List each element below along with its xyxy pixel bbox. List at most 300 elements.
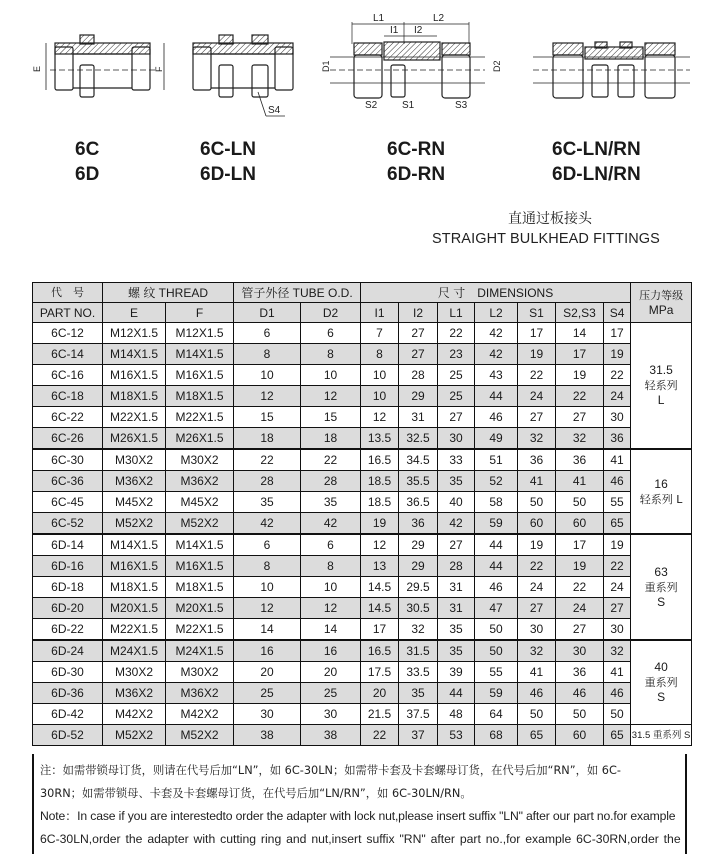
table-row	[33, 534, 692, 556]
cell-part-no: 6D-16	[33, 556, 103, 577]
cell-dim-i2: 33.5	[399, 662, 438, 683]
cell-thread-f: M42X2	[166, 704, 234, 725]
cell-dim-l2: 64	[475, 704, 518, 725]
cell-dim-s2s3: 27	[556, 407, 604, 428]
header-col-i2: I2	[399, 303, 438, 323]
model-code: 6C	[75, 139, 100, 160]
header-col-e: E	[103, 303, 166, 323]
cell-dim-i1: 14.5	[361, 577, 399, 598]
cell-dim-l2: 42	[475, 344, 518, 365]
header-thread: 螺 纹 THREAD	[103, 283, 234, 303]
cell-thread-e: M36X2	[103, 471, 166, 492]
cell-dim-s4: 24	[604, 577, 631, 598]
cell-thread-e: M42X2	[103, 704, 166, 725]
cell-dim-s2s3: 50	[556, 704, 604, 725]
cell-thread-e: M16X1.5	[103, 556, 166, 577]
table-row	[33, 619, 692, 641]
cell-dim-s2s3: 17	[556, 344, 604, 365]
pressure-value: 40	[654, 660, 668, 674]
cell-tube-d2: 38	[301, 725, 361, 746]
label-l2: L2	[433, 13, 445, 24]
cell-thread-f: M16X1.5	[166, 365, 234, 386]
label-s1: S1	[402, 100, 415, 111]
cell-dim-l2: 44	[475, 534, 518, 556]
model-6c	[75, 137, 99, 187]
table-body	[33, 323, 692, 746]
cell-part-no: 6C-36	[33, 471, 103, 492]
cell-dim-l1: 27	[438, 407, 475, 428]
cell-thread-e: M26X1.5	[103, 428, 166, 450]
cell-dim-s1: 36	[518, 449, 556, 471]
cell-dim-i1: 7	[361, 323, 399, 344]
table-row	[33, 449, 692, 471]
model-6c-ln-rn	[552, 137, 641, 187]
cell-thread-e: M45X2	[103, 492, 166, 513]
cell-dim-s1: 32	[518, 640, 556, 662]
drawing-6c-ln-rn	[533, 42, 690, 98]
cell-dim-s2s3: 60	[556, 725, 604, 746]
cell-part-no: 6C-14	[33, 344, 103, 365]
cell-tube-d2: 6	[301, 323, 361, 344]
cell-dim-l2: 46	[475, 407, 518, 428]
cell-thread-f: M26X1.5	[166, 428, 234, 450]
cell-thread-e: M52X2	[103, 725, 166, 746]
title-english: STRAIGHT BULKHEAD FITTINGS	[432, 231, 660, 247]
label-i1: I1	[390, 25, 399, 36]
cell-tube-d1: 10	[234, 577, 301, 598]
cell-tube-d1: 42	[234, 513, 301, 535]
cell-tube-d2: 12	[301, 386, 361, 407]
cell-dim-l1: 25	[438, 365, 475, 386]
header-col-d1: D1	[234, 303, 301, 323]
cell-thread-e: M24X1.5	[103, 640, 166, 662]
pressure-value: 63	[654, 564, 668, 579]
cell-dim-s4: 19	[604, 344, 631, 365]
cell-dim-i1: 13.5	[361, 428, 399, 450]
cell-thread-e: M18X1.5	[103, 386, 166, 407]
cell-tube-d2: 10	[301, 577, 361, 598]
cell-dim-s2s3: 32	[556, 428, 604, 450]
spec-table	[32, 282, 691, 746]
cell-dim-s4: 41	[604, 662, 631, 683]
cell-dim-l1: 28	[438, 556, 475, 577]
pressure-code: L	[657, 393, 665, 407]
cell-tube-d2: 28	[301, 471, 361, 492]
cell-dim-i2: 35.5	[399, 471, 438, 492]
table-row	[33, 725, 692, 746]
model-code: 6C-RN	[387, 139, 446, 160]
pressure-rating	[631, 640, 692, 725]
cell-tube-d2: 10	[301, 365, 361, 386]
cell-thread-e: M12X1.5	[103, 323, 166, 344]
drawing-6c-rn	[330, 22, 485, 98]
cell-dim-l1: 25	[438, 386, 475, 407]
cell-dim-s1: 30	[518, 619, 556, 641]
cell-part-no: 6C-52	[33, 513, 103, 535]
cell-dim-l2: 55	[475, 662, 518, 683]
cell-dim-s4: 22	[604, 365, 631, 386]
cell-dim-i2: 27	[399, 323, 438, 344]
cell-dim-i1: 10	[361, 386, 399, 407]
label-d2: D2	[492, 60, 502, 72]
table-row	[33, 513, 692, 535]
pressure-code: S	[657, 690, 666, 704]
cell-dim-s2s3: 27	[556, 619, 604, 641]
cell-part-no: 6D-24	[33, 640, 103, 662]
cell-dim-i1: 8	[361, 344, 399, 365]
table-row	[33, 386, 692, 407]
cell-dim-s1: 41	[518, 471, 556, 492]
label-s3: S3	[455, 100, 468, 111]
cell-dim-l2: 42	[475, 323, 518, 344]
cell-tube-d1: 20	[234, 662, 301, 683]
cell-dim-i2: 37.5	[399, 704, 438, 725]
cell-dim-s2s3: 46	[556, 683, 604, 704]
note-en-line-1: Note：In case if you are interestedto order the adapter with lock nut,please insert suffix "LN" after our part no.for example	[40, 809, 676, 823]
pressure-series: 轻系列	[644, 379, 678, 392]
cell-dim-s1: 46	[518, 683, 556, 704]
cell-dim-l1: 40	[438, 492, 475, 513]
cell-dim-s1: 50	[518, 492, 556, 513]
cell-tube-d1: 22	[234, 449, 301, 471]
header-col-s1: S1	[518, 303, 556, 323]
cell-dim-l1: 44	[438, 683, 475, 704]
cell-thread-e: M30X2	[103, 449, 166, 471]
header-row-2	[33, 303, 692, 323]
cell-dim-s2s3: 19	[556, 556, 604, 577]
cell-dim-s4: 41	[604, 449, 631, 471]
header-col-i1: I1	[361, 303, 399, 323]
cell-dim-s4: 50	[604, 704, 631, 725]
cell-tube-d1: 15	[234, 407, 301, 428]
header-pressure	[631, 283, 692, 323]
cell-dim-i1: 21.5	[361, 704, 399, 725]
cell-thread-f: M52X2	[166, 513, 234, 535]
cell-part-no: 6D-30	[33, 662, 103, 683]
cell-thread-f: M18X1.5	[166, 577, 234, 598]
header-col-s4: S4	[604, 303, 631, 323]
cell-part-no: 6D-42	[33, 704, 103, 725]
cell-dim-s1: 24	[518, 386, 556, 407]
header-col-s2s3: S2,S3	[556, 303, 604, 323]
cell-dim-s2s3: 41	[556, 471, 604, 492]
cell-part-no: 6D-22	[33, 619, 103, 641]
cell-dim-s4: 30	[604, 619, 631, 641]
cell-dim-i1: 18.5	[361, 471, 399, 492]
cell-part-no: 6D-52	[33, 725, 103, 746]
cell-tube-d1: 6	[234, 534, 301, 556]
cell-dim-s2s3: 19	[556, 365, 604, 386]
cell-dim-l2: 59	[475, 683, 518, 704]
cell-dim-i2: 29	[399, 386, 438, 407]
cell-tube-d2: 42	[301, 513, 361, 535]
cell-dim-i2: 27	[399, 344, 438, 365]
drawing-6c-ln	[193, 35, 293, 116]
cell-dim-i1: 16.5	[361, 449, 399, 471]
model-6c-ln	[200, 137, 256, 187]
header-dimensions: 尺 寸 DIMENSIONS	[361, 283, 631, 303]
cell-dim-s4: 22	[604, 556, 631, 577]
cell-dim-l2: 50	[475, 640, 518, 662]
cell-thread-e: M14X1.5	[103, 534, 166, 556]
cell-dim-i2: 37	[399, 725, 438, 746]
cell-dim-l1: 42	[438, 513, 475, 535]
cell-tube-d1: 16	[234, 640, 301, 662]
cell-dim-i2: 31	[399, 407, 438, 428]
cell-tube-d1: 12	[234, 386, 301, 407]
cell-dim-i1: 14.5	[361, 598, 399, 619]
cell-dim-l2: 68	[475, 725, 518, 746]
cell-dim-s2s3: 36	[556, 449, 604, 471]
cell-thread-f: M30X2	[166, 662, 234, 683]
cell-dim-s4: 17	[604, 323, 631, 344]
cell-dim-i2: 28	[399, 365, 438, 386]
cell-dim-l2: 49	[475, 428, 518, 450]
cell-thread-f: M24X1.5	[166, 640, 234, 662]
cell-dim-s1: 22	[518, 365, 556, 386]
cell-part-no: 6C-45	[33, 492, 103, 513]
header-tube: 管子外径 TUBE O.D.	[234, 283, 361, 303]
table-row	[33, 640, 692, 662]
cell-dim-l2: 44	[475, 386, 518, 407]
cell-dim-l2: 46	[475, 577, 518, 598]
cell-dim-l2: 44	[475, 556, 518, 577]
cell-tube-d1: 30	[234, 704, 301, 725]
cell-part-no: 6C-18	[33, 386, 103, 407]
cell-dim-i1: 13	[361, 556, 399, 577]
table-row	[33, 577, 692, 598]
cell-thread-f: M52X2	[166, 725, 234, 746]
model-code: 6C-LN	[200, 139, 256, 160]
cell-dim-i2: 32.5	[399, 428, 438, 450]
cell-dim-i2: 31.5	[399, 640, 438, 662]
cell-dim-l1: 53	[438, 725, 475, 746]
cell-thread-e: M36X2	[103, 683, 166, 704]
table-row	[33, 556, 692, 577]
header-pressure-cn: 压力等级	[639, 288, 684, 302]
fitting-drawings	[0, 0, 707, 125]
cell-dim-s2s3: 30	[556, 640, 604, 662]
cell-dim-s1: 22	[518, 556, 556, 577]
label-i2: I2	[414, 25, 423, 36]
cell-dim-i1: 17.5	[361, 662, 399, 683]
cell-dim-s1: 17	[518, 323, 556, 344]
cell-dim-i1: 10	[361, 365, 399, 386]
cell-thread-e: M14X1.5	[103, 344, 166, 365]
note-cn-line-2: 30RN；如需带锁母、卡套及卡套螺母订货，在代号后加“LN/RN”，如 6C-30LN/RN。	[40, 786, 472, 800]
cell-dim-i1: 18.5	[361, 492, 399, 513]
cell-dim-l1: 39	[438, 662, 475, 683]
cell-tube-d2: 6	[301, 534, 361, 556]
table-row	[33, 492, 692, 513]
cell-dim-s4: 19	[604, 534, 631, 556]
table-row	[33, 598, 692, 619]
header-col-f: F	[166, 303, 234, 323]
model-6c-rn	[387, 137, 445, 187]
cell-dim-s1: 50	[518, 704, 556, 725]
cell-dim-s2s3: 14	[556, 323, 604, 344]
cell-dim-i1: 22	[361, 725, 399, 746]
pressure-rating	[631, 323, 692, 450]
cell-part-no: 6C-22	[33, 407, 103, 428]
cell-dim-l2: 52	[475, 471, 518, 492]
label-d1: D1	[321, 60, 331, 72]
cell-tube-d2: 14	[301, 619, 361, 641]
pressure-rating	[631, 534, 692, 640]
cell-dim-i2: 29.5	[399, 577, 438, 598]
cell-tube-d1: 14	[234, 619, 301, 641]
cell-tube-d1: 38	[234, 725, 301, 746]
cell-dim-s1: 41	[518, 662, 556, 683]
cell-tube-d1: 10	[234, 365, 301, 386]
cell-tube-d2: 18	[301, 428, 361, 450]
pressure-value: 31.5	[649, 363, 673, 377]
cell-dim-s4: 55	[604, 492, 631, 513]
cell-thread-f: M14X1.5	[166, 534, 234, 556]
model-code: 6D-LN/RN	[552, 164, 641, 185]
cell-dim-s2s3: 24	[556, 598, 604, 619]
note-cn-line-1: 注：如需带锁母订货，则请在代号后加“LN”，如 6C-30LN；如需带卡套及卡套螺母订货，在代号后加“RN”，如 6C-	[40, 764, 621, 777]
cell-tube-d1: 25	[234, 683, 301, 704]
cell-dim-s1: 27	[518, 407, 556, 428]
cell-dim-l2: 50	[475, 619, 518, 641]
cell-tube-d2: 8	[301, 344, 361, 365]
cell-dim-l1: 22	[438, 323, 475, 344]
cell-dim-i1: 17	[361, 619, 399, 641]
cell-dim-i2: 30.5	[399, 598, 438, 619]
cell-thread-e: M18X1.5	[103, 577, 166, 598]
cell-tube-d1: 18	[234, 428, 301, 450]
header-col-d2: D2	[301, 303, 361, 323]
cell-dim-s2s3: 17	[556, 534, 604, 556]
cell-dim-i1: 12	[361, 407, 399, 428]
model-code: 6C-LN/RN	[552, 139, 641, 160]
cell-part-no: 6C-26	[33, 428, 103, 450]
cell-thread-e: M16X1.5	[103, 365, 166, 386]
cell-dim-i1: 16.5	[361, 640, 399, 662]
cell-thread-e: M20X1.5	[103, 598, 166, 619]
cell-dim-s1: 19	[518, 344, 556, 365]
label-l1: L1	[373, 13, 385, 24]
pressure-value: 16	[654, 476, 668, 491]
header-row-1	[33, 283, 692, 303]
cell-dim-s1: 24	[518, 577, 556, 598]
note-en-line-2: 6C-30LN,order the adapter with cutting ring and nut,insert suffix "RN" after part no.,for example 6C-30RN,order the	[40, 831, 681, 846]
cell-dim-s4: 46	[604, 683, 631, 704]
cell-dim-i2: 36	[399, 513, 438, 535]
cell-dim-l1: 31	[438, 598, 475, 619]
cell-tube-d2: 16	[301, 640, 361, 662]
table-row	[33, 407, 692, 428]
cell-tube-d2: 15	[301, 407, 361, 428]
header-part-en: PART NO.	[33, 303, 103, 323]
header-col-l1: L1	[438, 303, 475, 323]
cell-dim-s4: 27	[604, 598, 631, 619]
cell-dim-i2: 29	[399, 534, 438, 556]
cell-dim-l2: 43	[475, 365, 518, 386]
cell-thread-f: M30X2	[166, 449, 234, 471]
cell-tube-d1: 28	[234, 471, 301, 492]
cell-dim-l1: 30	[438, 428, 475, 450]
table-row	[33, 365, 692, 386]
cell-thread-f: M12X1.5	[166, 323, 234, 344]
cell-part-no: 6D-36	[33, 683, 103, 704]
cell-part-no: 6D-20	[33, 598, 103, 619]
cell-thread-f: M36X2	[166, 471, 234, 492]
cell-dim-i2: 29	[399, 556, 438, 577]
table-row	[33, 662, 692, 683]
pressure-code: S	[657, 594, 666, 609]
cell-thread-e: M22X1.5	[103, 407, 166, 428]
drawing-6c	[46, 35, 164, 97]
cell-dim-i1: 12	[361, 534, 399, 556]
cell-tube-d1: 8	[234, 556, 301, 577]
cell-tube-d1: 8	[234, 344, 301, 365]
cell-dim-s2s3: 22	[556, 577, 604, 598]
cell-dim-s1: 19	[518, 534, 556, 556]
cell-tube-d1: 6	[234, 323, 301, 344]
cell-dim-l1: 35	[438, 640, 475, 662]
title-chinese: 直通过板接头	[508, 211, 592, 227]
pressure-series: 重系列	[644, 580, 678, 594]
cell-dim-i1: 20	[361, 683, 399, 704]
cell-dim-i2: 35	[399, 683, 438, 704]
cell-thread-f: M20X1.5	[166, 598, 234, 619]
pressure-series: 重系列	[644, 676, 678, 689]
pressure-rating	[631, 725, 692, 746]
cell-dim-l1: 48	[438, 704, 475, 725]
cell-dim-s4: 24	[604, 386, 631, 407]
cell-tube-d2: 8	[301, 556, 361, 577]
label-f: F	[154, 66, 164, 72]
cell-tube-d1: 35	[234, 492, 301, 513]
cell-tube-d2: 20	[301, 662, 361, 683]
cell-part-no: 6C-12	[33, 323, 103, 344]
cell-tube-d2: 12	[301, 598, 361, 619]
cell-tube-d2: 25	[301, 683, 361, 704]
cell-thread-e: M22X1.5	[103, 619, 166, 641]
cell-dim-s1: 65	[518, 725, 556, 746]
cell-thread-f: M18X1.5	[166, 386, 234, 407]
cell-dim-l1: 35	[438, 471, 475, 492]
cell-thread-f: M45X2	[166, 492, 234, 513]
cell-dim-l2: 59	[475, 513, 518, 535]
table-row	[33, 323, 692, 344]
cell-dim-l1: 35	[438, 619, 475, 641]
cell-dim-s4: 36	[604, 428, 631, 450]
cell-dim-s4: 30	[604, 407, 631, 428]
note-box	[32, 754, 687, 854]
cell-tube-d2: 30	[301, 704, 361, 725]
header-col-l2: L2	[475, 303, 518, 323]
cell-dim-s2s3: 36	[556, 662, 604, 683]
cell-dim-s1: 32	[518, 428, 556, 450]
cell-thread-f: M36X2	[166, 683, 234, 704]
cell-dim-i2: 32	[399, 619, 438, 641]
cell-dim-i2: 36.5	[399, 492, 438, 513]
label-e: E	[32, 65, 42, 72]
cell-dim-s1: 60	[518, 513, 556, 535]
table-row	[33, 428, 692, 450]
cell-tube-d2: 35	[301, 492, 361, 513]
cell-thread-f: M16X1.5	[166, 556, 234, 577]
cell-dim-l2: 58	[475, 492, 518, 513]
cell-tube-d2: 22	[301, 449, 361, 471]
pressure-value: 31.5 重系列 S	[631, 729, 691, 741]
table-row	[33, 683, 692, 704]
pressure-series: 轻系列 L	[639, 492, 683, 506]
label-s4: S4	[268, 105, 281, 116]
